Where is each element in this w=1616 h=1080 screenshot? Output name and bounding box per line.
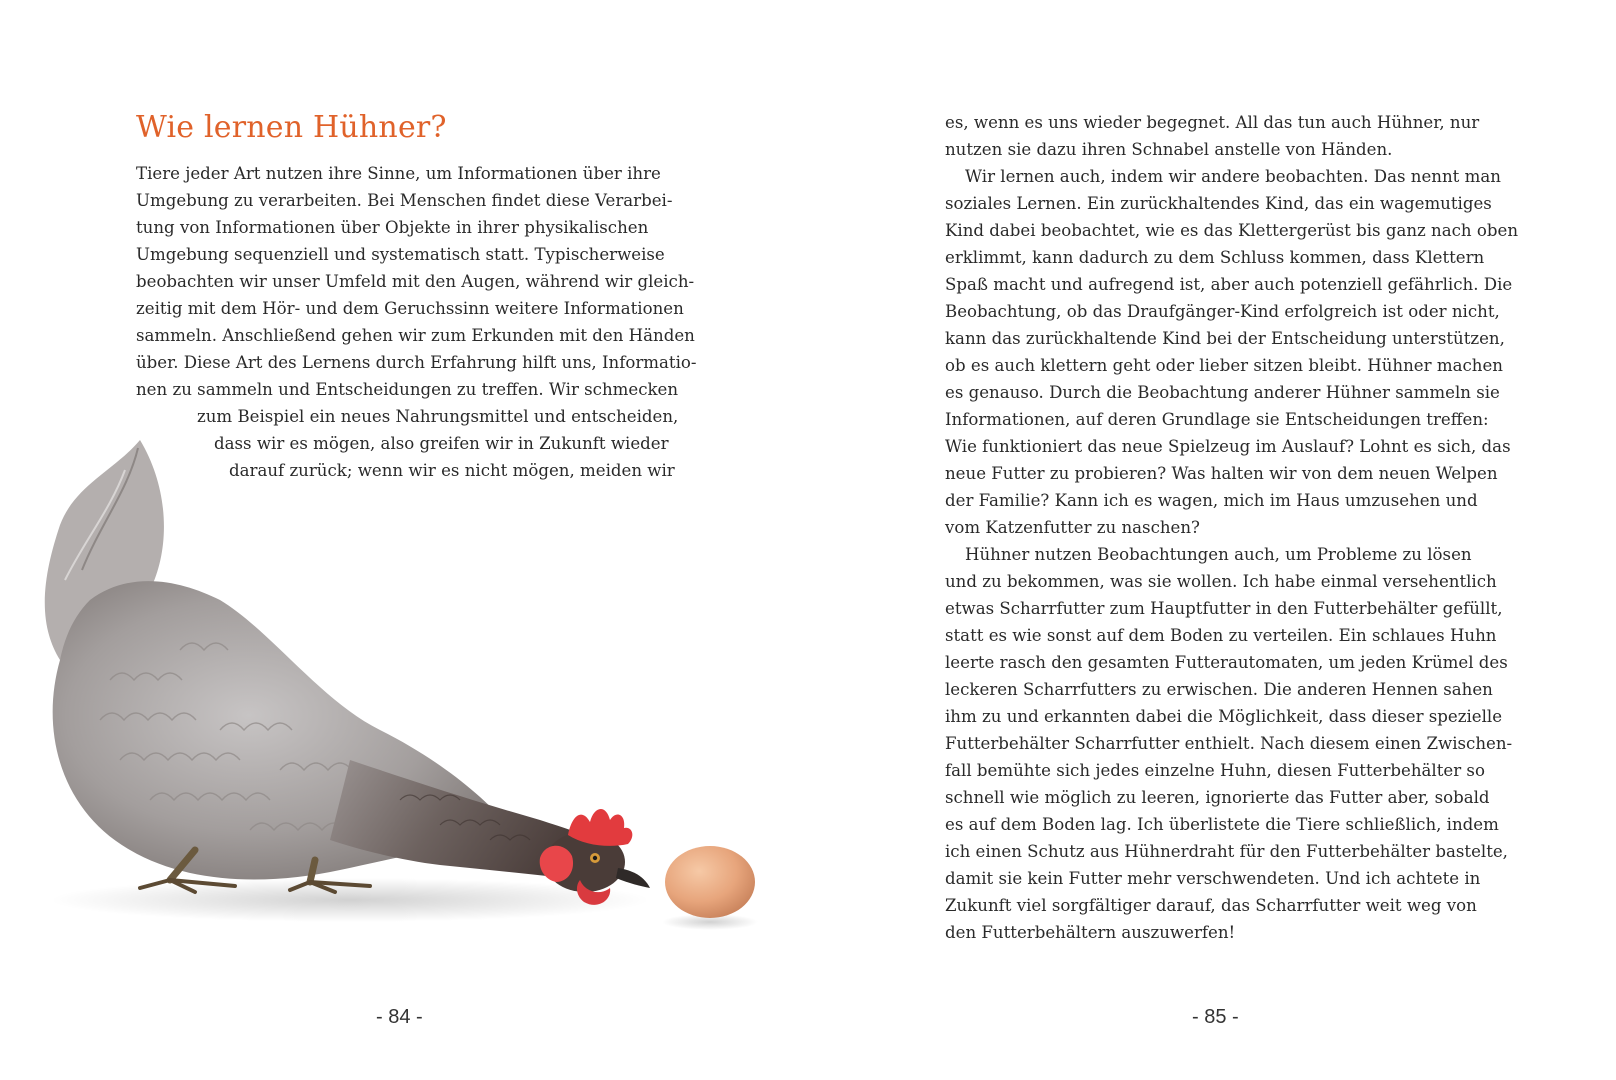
left-text-line: dass wir es mögen, also greifen wir in Zukunft wieder <box>214 434 669 453</box>
right-text-line: Kind dabei beobachtet, wie es das Klettergerüst bis ganz nach oben <box>945 221 1519 240</box>
right-text-line: es, wenn es uns wieder begegnet. All das tun auch Hühner, nur <box>945 113 1480 132</box>
left-text-line: Tiere jeder Art nutzen ihre Sinne, um Informationen über ihre <box>136 164 661 183</box>
page-heading: Wie lernen Hühner? <box>136 110 447 145</box>
left-text-line: über. Diese Art des Lernens durch Erfahrung hilft uns, Informatio- <box>136 353 697 372</box>
right-text-line: kann das zurückhaltende Kind bei der Entscheidung unterstützen, <box>945 329 1505 348</box>
right-text-line: soziales Lernen. Ein zurückhaltendes Kind, das ein wagemutiges <box>945 194 1492 213</box>
right-text-line: Hühner nutzen Beobachtungen auch, um Probleme zu lösen <box>965 545 1472 564</box>
right-text-line: Spaß macht und aufregend ist, aber auch potenziell gefährlich. Die <box>945 275 1513 294</box>
right-text-line: und zu bekommen, was sie wollen. Ich habe einmal versehentlich <box>945 572 1497 591</box>
right-text-line: ob es auch klettern geht oder lieber sitzen bleibt. Hühner machen <box>945 356 1503 375</box>
right-text-line: den Futterbehältern auszuwerfen! <box>945 923 1236 942</box>
right-text-line: Wir lernen auch, indem wir andere beobachten. Das nennt man <box>965 167 1501 186</box>
page-number-right: - 85 - <box>1192 1006 1239 1028</box>
right-text-line: nutzen sie dazu ihren Schnabel anstelle von Händen. <box>945 140 1393 159</box>
left-text-line: beobachten wir unser Umfeld mit den Augen, während wir gleich- <box>136 272 695 291</box>
right-text-line: es auf dem Boden lag. Ich überlistete die Tiere schließlich, indem <box>945 815 1499 834</box>
left-text-line: Umgebung zu verarbeiten. Bei Menschen findet diese Verarbei- <box>136 191 673 210</box>
left-text-line: tung von Informationen über Objekte in ihrer physikalischen <box>136 218 649 237</box>
right-text-line: schnell wie möglich zu leeren, ignorierte das Futter aber, sobald <box>945 788 1490 807</box>
right-text-line: Wie funktioniert das neue Spielzeug im Auslauf? Lohnt es sich, das <box>945 437 1511 456</box>
right-text-line: neue Futter zu probieren? Was halten wir von dem neuen Welpen <box>945 464 1498 483</box>
page-number-left: - 84 - <box>376 1006 423 1028</box>
right-text-line: ich einen Schutz aus Hühnerdraht für den Futterbehälter bastelte, <box>945 842 1508 861</box>
egg <box>665 846 755 918</box>
hen-beak <box>616 868 650 888</box>
hen-face <box>540 846 573 882</box>
right-text-line: damit sie kein Futter mehr verschwendeten. Und ich achtete in <box>945 869 1481 888</box>
right-text-line: der Familie? Kann ich es wagen, mich im Haus umzusehen und <box>945 491 1478 510</box>
right-text-line: vom Katzenfutter zu naschen? <box>945 518 1200 537</box>
left-text-line: Umgebung sequenziell und systematisch statt. Typischerweise <box>136 245 665 264</box>
right-text-line: leckeren Scharrfutters zu erwischen. Die anderen Hennen sahen <box>945 680 1493 699</box>
left-text-line: zum Beispiel ein neues Nahrungsmittel und entscheiden, <box>197 407 679 426</box>
right-text-line: es genauso. Durch die Beobachtung anderer Hühner sammeln sie <box>945 383 1500 402</box>
left-text-line: nen zu sammeln und Entscheidungen zu treffen. Wir schmecken <box>136 380 679 399</box>
left-text-line: zeitig mit dem Hör- und dem Geruchssinn weitere Informationen <box>136 299 684 318</box>
right-text-line: statt es wie sonst auf dem Boden zu verteilen. Ein schlaues Huhn <box>945 626 1497 645</box>
right-text-line: leerte rasch den gesamten Futterautomaten, um jeden Krümel des <box>945 653 1508 672</box>
right-text-line: etwas Scharrfutter zum Hauptfutter in den Futterbehälter gefüllt, <box>945 599 1503 618</box>
right-text-line: Beobachtung, ob das Draufgänger-Kind erfolgreich ist oder nicht, <box>945 302 1500 321</box>
right-text-line: erklimmt, kann dadurch zu dem Schluss kommen, dass Klettern <box>945 248 1485 267</box>
right-text-line: Futterbehälter Scharrfutter enthielt. Nach diesem einen Zwischen- <box>945 734 1513 753</box>
hen-and-egg-illustration <box>20 430 790 970</box>
right-text-line: ihm zu und erkannten dabei die Möglichkeit, dass dieser spezielle <box>945 707 1503 726</box>
left-text-line: sammeln. Anschließend gehen wir zum Erkunden mit den Händen <box>136 326 695 345</box>
right-text-line: Zukunft viel sorgfältiger darauf, das Scharrfutter weit weg von <box>945 896 1477 915</box>
right-page <box>808 0 1616 1080</box>
right-text-line: Informationen, auf deren Grundlage sie Entscheidungen treffen: <box>945 410 1489 429</box>
right-text-line: fall bemühte sich jedes einzelne Huhn, diesen Futterbehälter so <box>945 761 1485 780</box>
left-text-line: darauf zurück; wenn wir es nicht mögen, meiden wir <box>229 461 675 480</box>
